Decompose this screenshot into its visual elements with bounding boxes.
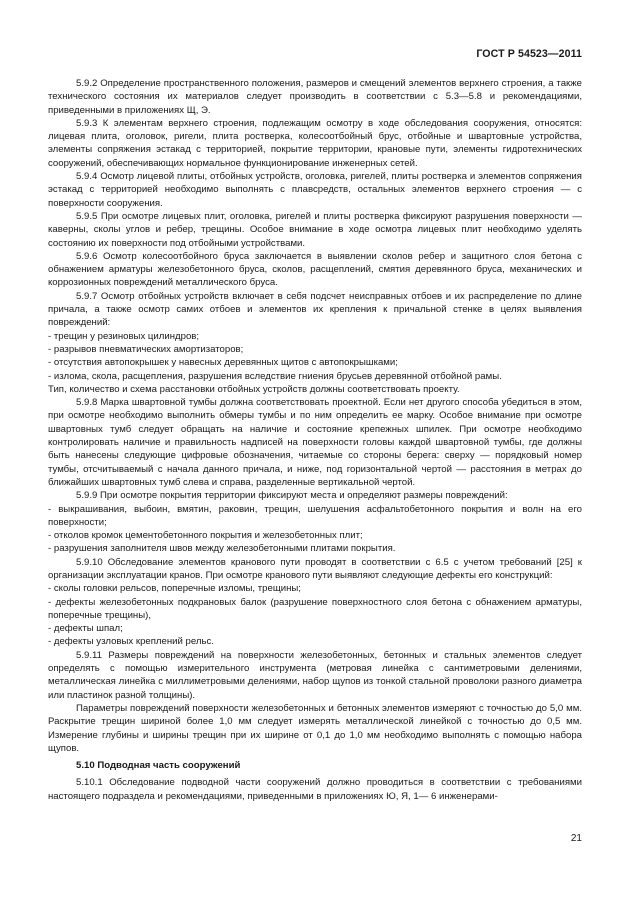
paragraph: - выкрашивания, выбоин, вмятин, раковин, трещин, шелушения асфальтобетонного покрытия и волн на его поверхности; bbox=[48, 503, 582, 528]
paragraph: 5.9.7 Осмотр отбойных устройств включает в себя подсчет неисправных отбоев и их распределение по длине причала, а также осмотр самих отбоев и элементов их крепления к причальной стенке в целях выявления повреждений: bbox=[48, 290, 582, 329]
paragraph: - отсутствия автопокрышек у навесных деревянных щитов с автопокрышками; bbox=[48, 357, 398, 369]
page-number: 21 bbox=[570, 833, 582, 844]
paragraph: - разрывов пневматических амортизаторов; bbox=[48, 343, 244, 355]
paragraph: 5.9.6 Осмотр колесоотбойного бруса заключается в выявлении сколов ребер и защитного слоя бетона с обнажением арматуры железобетонного бруса, сколов, расщеплений, смятия деревянного бруса, механических и коррозионных повреждений металлического бруса. bbox=[48, 250, 582, 289]
paragraph: 5.10.1 Обследование подводной части сооружений должно проводиться в соответствии с требованиями настоящего подраздела и рекомендациями, приведенными в приложениях Ю, Я, 1— 6 инженерами- bbox=[48, 777, 582, 802]
paragraph: - излома, скола, расщепления, разрушения вследствие гниения брусьев деревянной отбойной рамы. bbox=[48, 370, 502, 382]
paragraph: 5.9.9 При осмотре покрытия территории фиксируют места и определяют размеры повреждений: bbox=[76, 490, 508, 502]
paragraph: 5.9.4 Осмотр лицевой плиты, отбойных устройств, оголовка, ригелей, плиты ростверка и элементов сопряжения эстакад с территорией необходимо выполнять с плавсредств, остальных элементов верхнего строения — с поверхности сооружения. bbox=[48, 171, 582, 209]
standard-code-header: ГОСТ Р 54523—2011 bbox=[476, 48, 582, 60]
paragraph: 5.9.8 Марка швартовной тумбы должна соответствовать проектной. Если нет другого способа убедиться в этом, при осмотре необходимо выполнить обмеры тумбы и по ним определить ее марку. Особое внимание при осмотре швартовных тумб следует обращать на наличие и состояние крепежных шпилек. При осмотре необходимо контролировать наличие и правильность надписей на поверхности головы каждой швартовной тумбы, где должны быть нанесены следующие цифровые обозначения, читаемые со стороны берега: сверху — порядковый номер тумбы, отсчитываемый с начала данного причала, и ниже, под горизонтальной чертой — расстояния в метрах до ближайших швартовных тумб слева и справа, разделенные вертикальной чертой. bbox=[48, 397, 582, 488]
paragraph: - дефекты железобетонных подкрановых балок (разрушение поверхностного слоя бетона с обнажением арматуры, поперечные трещины), bbox=[48, 596, 582, 621]
paragraph: - трещин у резиновых цилиндров; bbox=[48, 330, 200, 342]
paragraph: - разрушения заполнителя швов между железобетонными плитами покрытия. bbox=[48, 543, 396, 555]
paragraph: 5.9.11 Размеры повреждений на поверхности железобетонных, бетонных и стальных элементов следует определять с помощью измерительного инструмента (метровая линейка с сантиметровыми делениями, металлическая линейка с миллиметровыми делениями, набор щупов из тонкой стальной проволоки разного диаметра или пластинок разной толщины). bbox=[48, 649, 582, 701]
paragraph: Параметры повреждений поверхности железобетонных и бетонных элементов измеряют с точностью до 5,0 мм. Раскрытие трещин шириной более 1,0 мм следует измерять металлической линейкой с точностью до 0,5 мм. Измерение глубины и ширины трещин при их ширине от 0,1 до 1,0 мм необходимо выполнять с помощью набора щупов. bbox=[48, 702, 582, 754]
paragraph: 5.9.5 При осмотре лицевых плит, оголовка, ригелей и плиты ростверка фиксируют разрушения поверхности — каверны, сколы углов и ребер, трещины. Особое внимание в ходе осмотра лицевых плит необходимо уделять состоянию их поверхности под отбойными устройствами. bbox=[48, 210, 582, 249]
paragraph: 5.9.2 Определение пространственного положения, размеров и смещений элементов верхнего строения, а также технического состояния их материалов следует производить в соответствии с 5.3—5.8 и рекомендациями, приведенными в приложениях Щ, Э. bbox=[48, 78, 582, 116]
paragraph: - дефекты шпал; bbox=[48, 623, 123, 635]
paragraph: Тип, количество и схема расстановки отбойных устройств должны соответствовать проекту. bbox=[48, 383, 460, 395]
paragraph: - сколы головки рельсов, поперечные изломы, трещины; bbox=[48, 583, 301, 595]
paragraph: 5.9.3 К элементам верхнего строения, подлежащим осмотру в ходе обследования сооружения, относятся: лицевая плита, оголовок, ригели, плита ростверка, колесоотбойный брус, отбойные и швартовные устройства, элементы сопряжения эстакад с территорией, покрытие территории, крановые пути, элементы гидротехнических сооружений, обеспечивающих нормальное функционирование инженерных сетей. bbox=[48, 117, 582, 169]
paragraph: - отколов кромок цементобетонного покрытия и железобетонных плит; bbox=[48, 530, 363, 542]
section-heading: 5.10 Подводная часть сооружений bbox=[76, 760, 241, 772]
paragraph: 5.9.10 Обследование элементов кранового пути проводят в соответствии с 6.5 с учетом требований [25] к организации эксплуатации кранов. При осмотре кранового пути выявляют следующие дефекты его конструкций: bbox=[48, 556, 582, 581]
paragraph: - дефекты узловых креплений рельс. bbox=[48, 636, 214, 648]
body-text bbox=[48, 77, 582, 803]
